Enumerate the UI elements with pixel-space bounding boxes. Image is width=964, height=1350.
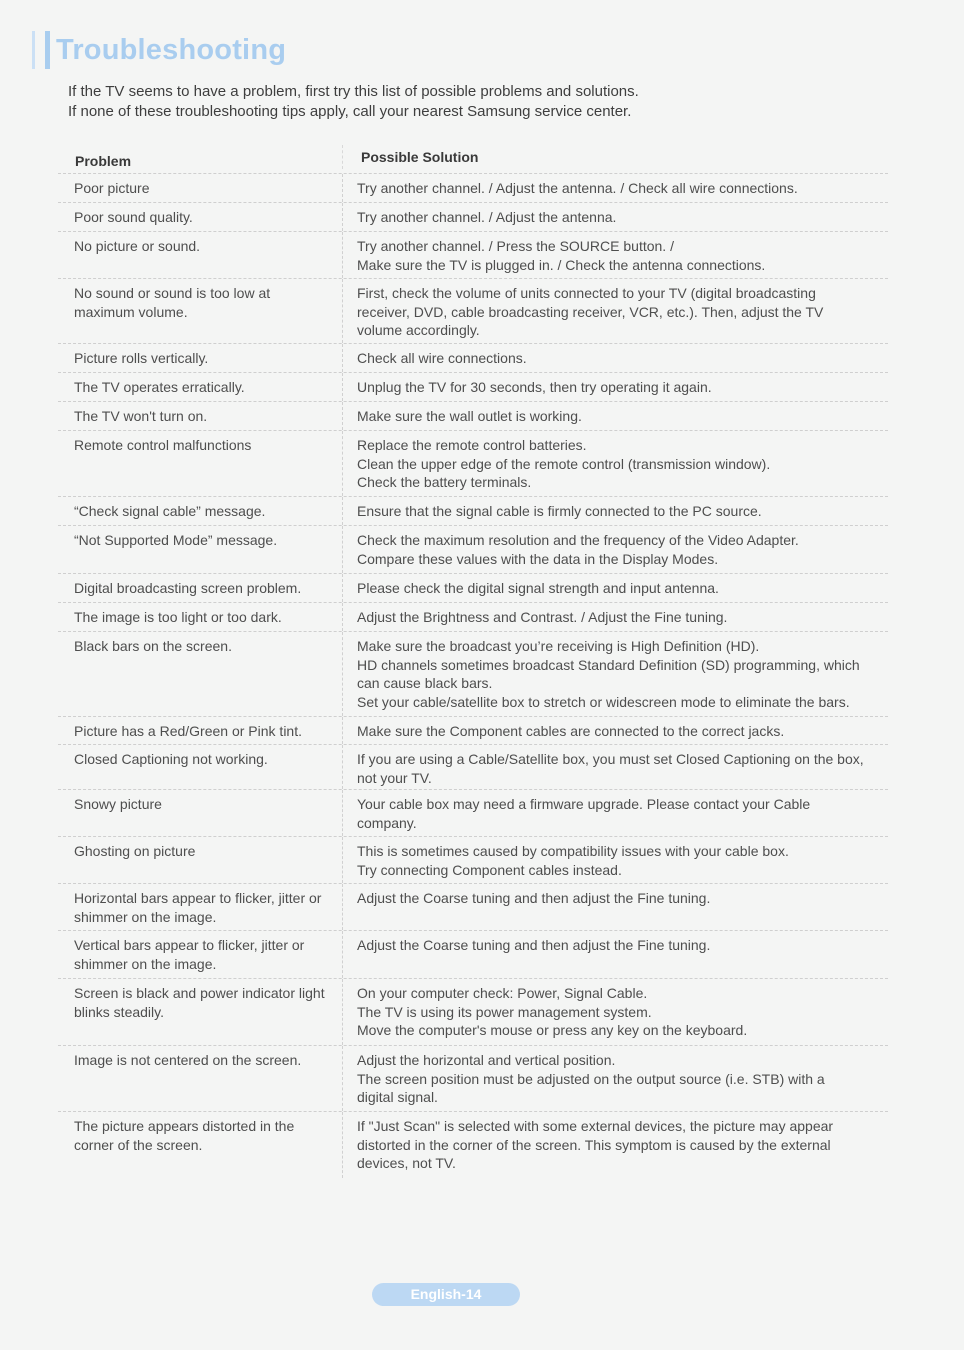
table-row <box>58 602 888 631</box>
problem-cell: “Check signal cable” message. <box>74 503 266 519</box>
solution-line: Make sure the broadcast you’re receiving is High Definition (HD). <box>357 638 760 654</box>
solution-line: Please check the digital signal strength and input antenna. <box>357 580 719 596</box>
table-row <box>58 631 888 716</box>
solution-line: Adjust the Brightness and Contrast. / Adjust the Fine tuning. <box>357 609 728 625</box>
solution-line: Make sure the Component cables are connected to the correct jacks. <box>357 723 785 739</box>
solution-line: Set your cable/satellite box to stretch or widescreen mode to eliminate the bars. <box>357 693 850 710</box>
solution-line: Check the maximum resolution and the frequency of the Video Adapter. <box>357 532 799 548</box>
solution-line: company. <box>357 814 417 831</box>
table-header <box>58 140 888 173</box>
solution-cell <box>342 931 888 978</box>
solution-cell <box>342 1046 888 1111</box>
solution-line: On your computer check: Power, Signal Cable. <box>357 985 648 1001</box>
solution-cell <box>342 232 888 278</box>
problem-cell: Picture has a Red/Green or Pink tint. <box>74 723 302 739</box>
solution-cell <box>342 279 888 343</box>
table-row <box>58 1111 888 1178</box>
solution-cell <box>342 745 888 789</box>
problem-cell: Black bars on the screen. <box>74 638 232 654</box>
solution-cell <box>342 174 888 202</box>
table-row <box>58 789 888 836</box>
title-accent-bar <box>32 31 35 69</box>
problem-cell: No picture or sound. <box>74 238 201 254</box>
solution-line: Try another channel. / Press the SOURCE button. / <box>357 238 674 254</box>
solution-line: Clean the upper edge of the remote control (transmission window). <box>357 455 771 472</box>
problem-cell: Poor picture <box>74 180 150 196</box>
table-row <box>58 836 888 883</box>
table-row <box>58 496 888 525</box>
title-accent-bar <box>45 31 50 69</box>
table-row <box>58 372 888 401</box>
solution-line: Try another channel. / Adjust the antenna. / Check all wire connections. <box>357 180 798 196</box>
table-row <box>58 1045 888 1111</box>
solution-line: If you are using a Cable/Satellite box, you must set Closed Captioning on the box, <box>357 751 864 767</box>
solution-cell <box>342 837 888 883</box>
table-row <box>58 231 888 278</box>
intro-text <box>68 82 708 122</box>
solution-cell <box>342 1112 888 1178</box>
solution-line: Move the computer's mouse or press any key on the keyboard. <box>357 1022 748 1038</box>
solution-line: HD channels sometimes broadcast Standard Definition (SD) programming, which <box>357 656 860 673</box>
solution-line: Ensure that the signal cable is firmly connected to the PC source. <box>357 503 762 519</box>
solution-line: Your cable box may need a firmware upgrade. Please contact your Cable <box>357 796 811 812</box>
solution-line: distorted in the corner of the screen. This symptom is caused by the external <box>357 1136 831 1153</box>
solution-line: devices, not TV. <box>357 1155 456 1171</box>
problem-cell: Horizontal bars appear to flicker, jitter or shimmer on the image. <box>74 890 322 925</box>
table-row <box>58 430 888 496</box>
problem-cell: Image is not centered on the screen. <box>74 1052 302 1068</box>
problem-cell: Digital broadcasting screen problem. <box>74 580 302 596</box>
table-row <box>58 883 888 930</box>
solution-line: This is sometimes caused by compatibility issues with your cable box. <box>357 843 789 859</box>
solution-line: The screen position must be adjusted on the output source (i.e. STB) with a <box>357 1070 825 1087</box>
solution-line: volume accordingly. <box>357 322 480 338</box>
table-row <box>58 573 888 602</box>
title-area <box>32 28 286 72</box>
table-row <box>58 343 888 372</box>
solution-cell <box>342 717 888 744</box>
problem-cell: The image is too light or too dark. <box>74 609 282 625</box>
intro-line: If none of these troubleshooting tips apply, call your nearest Samsung service center. <box>68 103 632 120</box>
solution-cell <box>342 497 888 525</box>
problem-cell: Snowy picture <box>74 796 162 812</box>
solution-cell <box>342 431 888 496</box>
problem-cell: “Not Supported Mode” message. <box>74 532 278 548</box>
solution-cell <box>342 603 888 631</box>
solution-cell <box>342 574 888 602</box>
table-row <box>58 716 888 744</box>
solution-line: can cause black bars. <box>357 675 493 691</box>
solution-cell <box>342 526 888 573</box>
table-row <box>58 278 888 343</box>
table-body <box>58 173 888 1178</box>
problem-cell: The picture appears distorted in the corner of the screen. <box>74 1118 295 1153</box>
problem-cell: No sound or sound is too low at maximum volume. <box>74 285 271 320</box>
solution-line: Check all wire connections. <box>357 350 527 366</box>
solution-line: Make sure the wall outlet is working. <box>357 408 582 424</box>
table-row <box>58 401 888 430</box>
solution-line: The TV is using its power management system. <box>357 1003 652 1020</box>
table-row <box>58 744 888 789</box>
solution-line: Unplug the TV for 30 seconds, then try operating it again. <box>357 379 712 395</box>
problem-cell: Screen is black and power indicator light blinks steadily. <box>74 985 325 1020</box>
solution-cell <box>342 402 888 430</box>
table-row <box>58 930 888 978</box>
problem-cell: Ghosting on picture <box>74 843 196 859</box>
solution-header: Possible Solution <box>342 145 888 169</box>
intro-line: If the TV seems to have a problem, first try this list of possible problems and solutions. <box>68 83 639 100</box>
solution-cell <box>342 344 888 372</box>
solution-line: Try another channel. / Adjust the antenna. <box>357 209 617 225</box>
table-row <box>58 978 888 1045</box>
problem-cell: Picture rolls vertically. <box>74 350 209 366</box>
problem-cell: Remote control malfunctions <box>74 437 252 453</box>
solution-line: Make sure the TV is plugged in. / Check the antenna connections. <box>357 256 766 273</box>
solution-cell <box>342 979 888 1045</box>
problem-header: Problem <box>75 153 132 169</box>
solution-line: receiver, DVD, cable broadcasting receiver, VCR, etc.). Then, adjust the TV <box>357 303 824 320</box>
table-row <box>58 525 888 573</box>
solution-cell <box>342 632 888 716</box>
solution-line: Check the battery terminals. <box>357 474 532 490</box>
solution-line: First, check the volume of units connected to your TV (digital broadcasting <box>357 285 816 301</box>
page-title: Troubleshooting <box>56 33 287 66</box>
solution-line: Replace the remote control batteries. <box>357 437 587 453</box>
solution-line: Compare these values with the data in the Display Modes. <box>357 550 719 567</box>
solution-line: digital signal. <box>357 1089 438 1105</box>
page-number-badge: English-14 <box>372 1283 520 1306</box>
problem-cell: Vertical bars appear to flicker, jitter or shimmer on the image. <box>74 937 305 972</box>
solution-cell <box>342 203 888 231</box>
table-row <box>58 202 888 231</box>
troubleshooting-table <box>58 140 888 1178</box>
table-row <box>58 173 888 202</box>
solution-line: Adjust the Coarse tuning and then adjust the Fine tuning. <box>357 890 711 906</box>
problem-cell: The TV won't turn on. <box>74 408 208 424</box>
solution-line: Adjust the Coarse tuning and then adjust the Fine tuning. <box>357 937 711 953</box>
solution-cell <box>342 790 888 836</box>
problem-cell: The TV operates erratically. <box>74 379 245 395</box>
solution-line: Try connecting Component cables instead. <box>357 861 622 878</box>
solution-cell <box>342 373 888 401</box>
solution-line: Adjust the horizontal and vertical position. <box>357 1052 616 1068</box>
problem-cell: Poor sound quality. <box>74 209 193 225</box>
solution-line: If "Just Scan" is selected with some external devices, the picture may appear <box>357 1118 834 1134</box>
problem-cell: Closed Captioning not working. <box>74 751 268 767</box>
solution-line: not your TV. <box>357 769 432 786</box>
solution-cell <box>342 884 888 930</box>
